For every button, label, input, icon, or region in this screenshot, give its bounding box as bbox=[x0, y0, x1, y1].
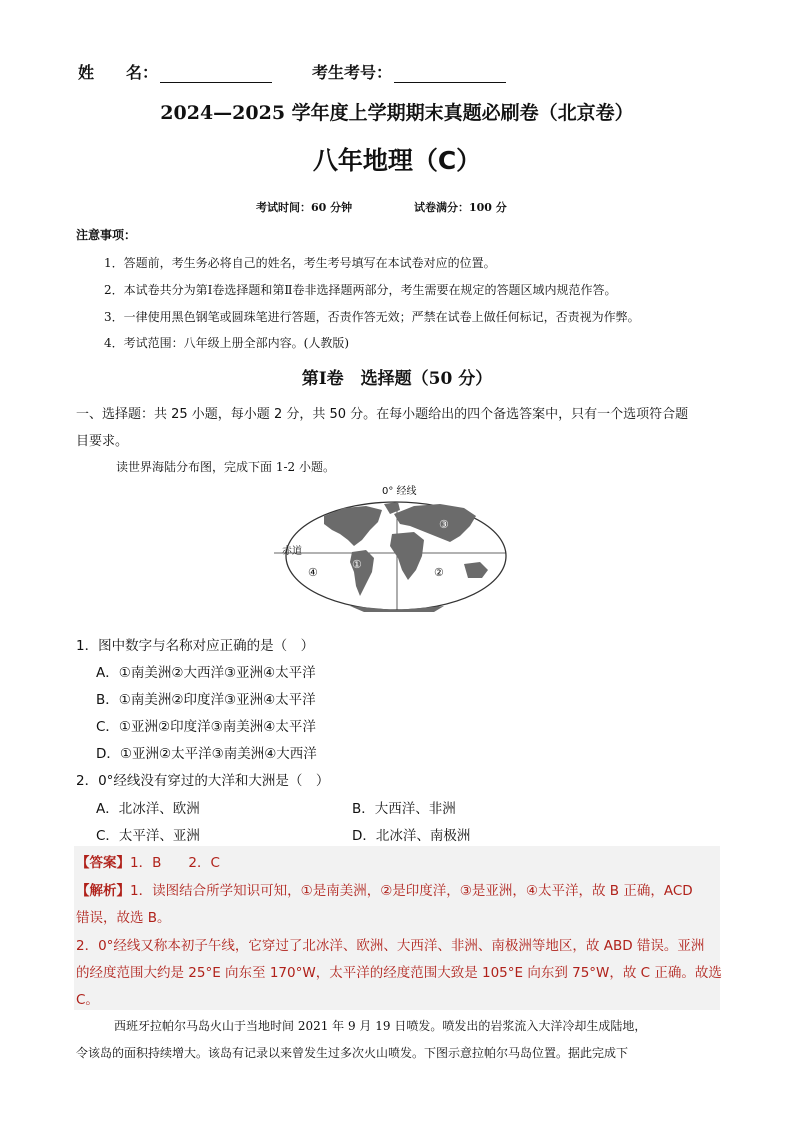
map-marker-4: ④ bbox=[308, 566, 318, 579]
passage-line-2: 令该岛的面积持续增大。该岛有记录以来曾发生过多次火山喷发。下图示意拉帕尔马岛位置。据此完成下 bbox=[76, 1046, 629, 1060]
answer-line bbox=[76, 851, 220, 871]
analysis-tag: 【解析】 bbox=[76, 883, 130, 899]
meridian-label: 0° 经线 bbox=[382, 486, 417, 497]
question-2-option-a[interactable]: A．北冰洋、欧洲 bbox=[96, 801, 200, 817]
world-map-svg bbox=[274, 478, 514, 618]
name-blank[interactable] bbox=[160, 68, 272, 83]
name-label: 姓 名： bbox=[78, 63, 159, 82]
analysis-line-2b: 的经度范围大约是 25°E 向东至 170°W，太平洋的经度范围大致是 105°E 向东到 75°W，故 C 正确。故选 bbox=[76, 965, 722, 981]
passage-line-1: 西班牙拉帕尔马岛火山于当地时间 2021 年 9 月 19 日喷发。喷发出的岩浆流入大洋冷却生成陆地， bbox=[114, 1019, 647, 1033]
section-intro-line-2: 目要求。 bbox=[76, 434, 129, 449]
analysis-line-1a bbox=[76, 879, 693, 899]
note-item-2: 2．本试卷共分为第Ⅰ卷选择题和第Ⅱ卷非选择题两部分，考生需要在规定的答题区域内规范作答。 bbox=[104, 283, 617, 297]
answer-tag: 【答案】 bbox=[76, 855, 130, 871]
question-2-option-d[interactable]: D．北冰洋、南极洲 bbox=[352, 828, 471, 844]
world-map bbox=[274, 478, 514, 618]
note-item-4: 4．考试范围：八年级上册全部内容。(人教版) bbox=[104, 336, 349, 350]
equator-label: 赤道 bbox=[282, 546, 302, 557]
question-1-option-a[interactable]: A．①南美洲②大西洋③亚洲④太平洋 bbox=[96, 665, 316, 681]
analysis-1a-text: 1．读图结合所学知识可知，①是南美洲，②是印度洋，③是亚洲，④太平洋，故 B 正确，ACD bbox=[130, 883, 693, 899]
notes-heading: 注意事项： bbox=[76, 228, 137, 242]
name-field[interactable] bbox=[78, 60, 272, 83]
map-intro: 读世界海陆分布图，完成下面 1-2 小题。 bbox=[116, 460, 335, 474]
answer-text: 1．B 2．C bbox=[130, 855, 220, 871]
analysis-line-2c: C。 bbox=[76, 992, 99, 1008]
exam-time: 考试时间：60 分钟 bbox=[256, 201, 353, 214]
question-1-stem: 1．图中数字与名称对应正确的是（ ） bbox=[76, 638, 315, 654]
map-marker-2: ② bbox=[434, 566, 444, 579]
student-id-field[interactable] bbox=[312, 60, 506, 83]
analysis-line-2a: 2．0°经线又称本初子午线，它穿过了北冰洋、欧洲、大西洋、非洲、南极洲等地区，故 ABD 错误。亚洲 bbox=[76, 938, 705, 954]
exam-title: 2024—2025 学年度上学期期末真题必刷卷（北京卷） bbox=[160, 102, 634, 124]
question-2-option-c[interactable]: C．太平洋、亚洲 bbox=[96, 828, 200, 844]
subject-title: 八年地理（C） bbox=[312, 146, 482, 175]
question-1-option-b[interactable]: B．①南美洲②印度洋③亚洲④太平洋 bbox=[96, 692, 316, 708]
analysis-line-1b: 错误，故选 B。 bbox=[76, 910, 171, 926]
note-item-1: 1．答题前，考生务必将自己的姓名，考生考号填写在本试卷对应的位置。 bbox=[104, 256, 496, 270]
question-1-option-c[interactable]: C．①亚洲②印度洋③南美洲④太平洋 bbox=[96, 719, 316, 735]
question-1-option-d[interactable]: D．①亚洲②太平洋③南美洲④大西洋 bbox=[96, 746, 317, 762]
exam-score: 试卷满分：100 分 bbox=[414, 201, 507, 214]
note-item-3: 3．一律使用黑色钢笔或圆珠笔进行答题，否责作答无效；严禁在试卷上做任何标记，否责视为作弊。 bbox=[104, 310, 640, 324]
question-2-option-b[interactable]: B．大西洋、非洲 bbox=[352, 801, 456, 817]
section-title: 第Ⅰ卷 选择题（50 分） bbox=[301, 369, 493, 389]
map-marker-1: ① bbox=[352, 558, 362, 571]
student-id-blank[interactable] bbox=[394, 68, 506, 83]
student-id-label: 考生考号： bbox=[312, 63, 393, 82]
map-marker-3: ③ bbox=[439, 518, 449, 531]
section-intro-line-1: 一、选择题：共 25 小题，每小题 2 分，共 50 分。在每小题给出的四个备选答案中，只有一个选项符合题 bbox=[76, 407, 689, 422]
question-2-stem: 2．0°经线没有穿过的大洋和大洲是（ ） bbox=[76, 773, 330, 789]
